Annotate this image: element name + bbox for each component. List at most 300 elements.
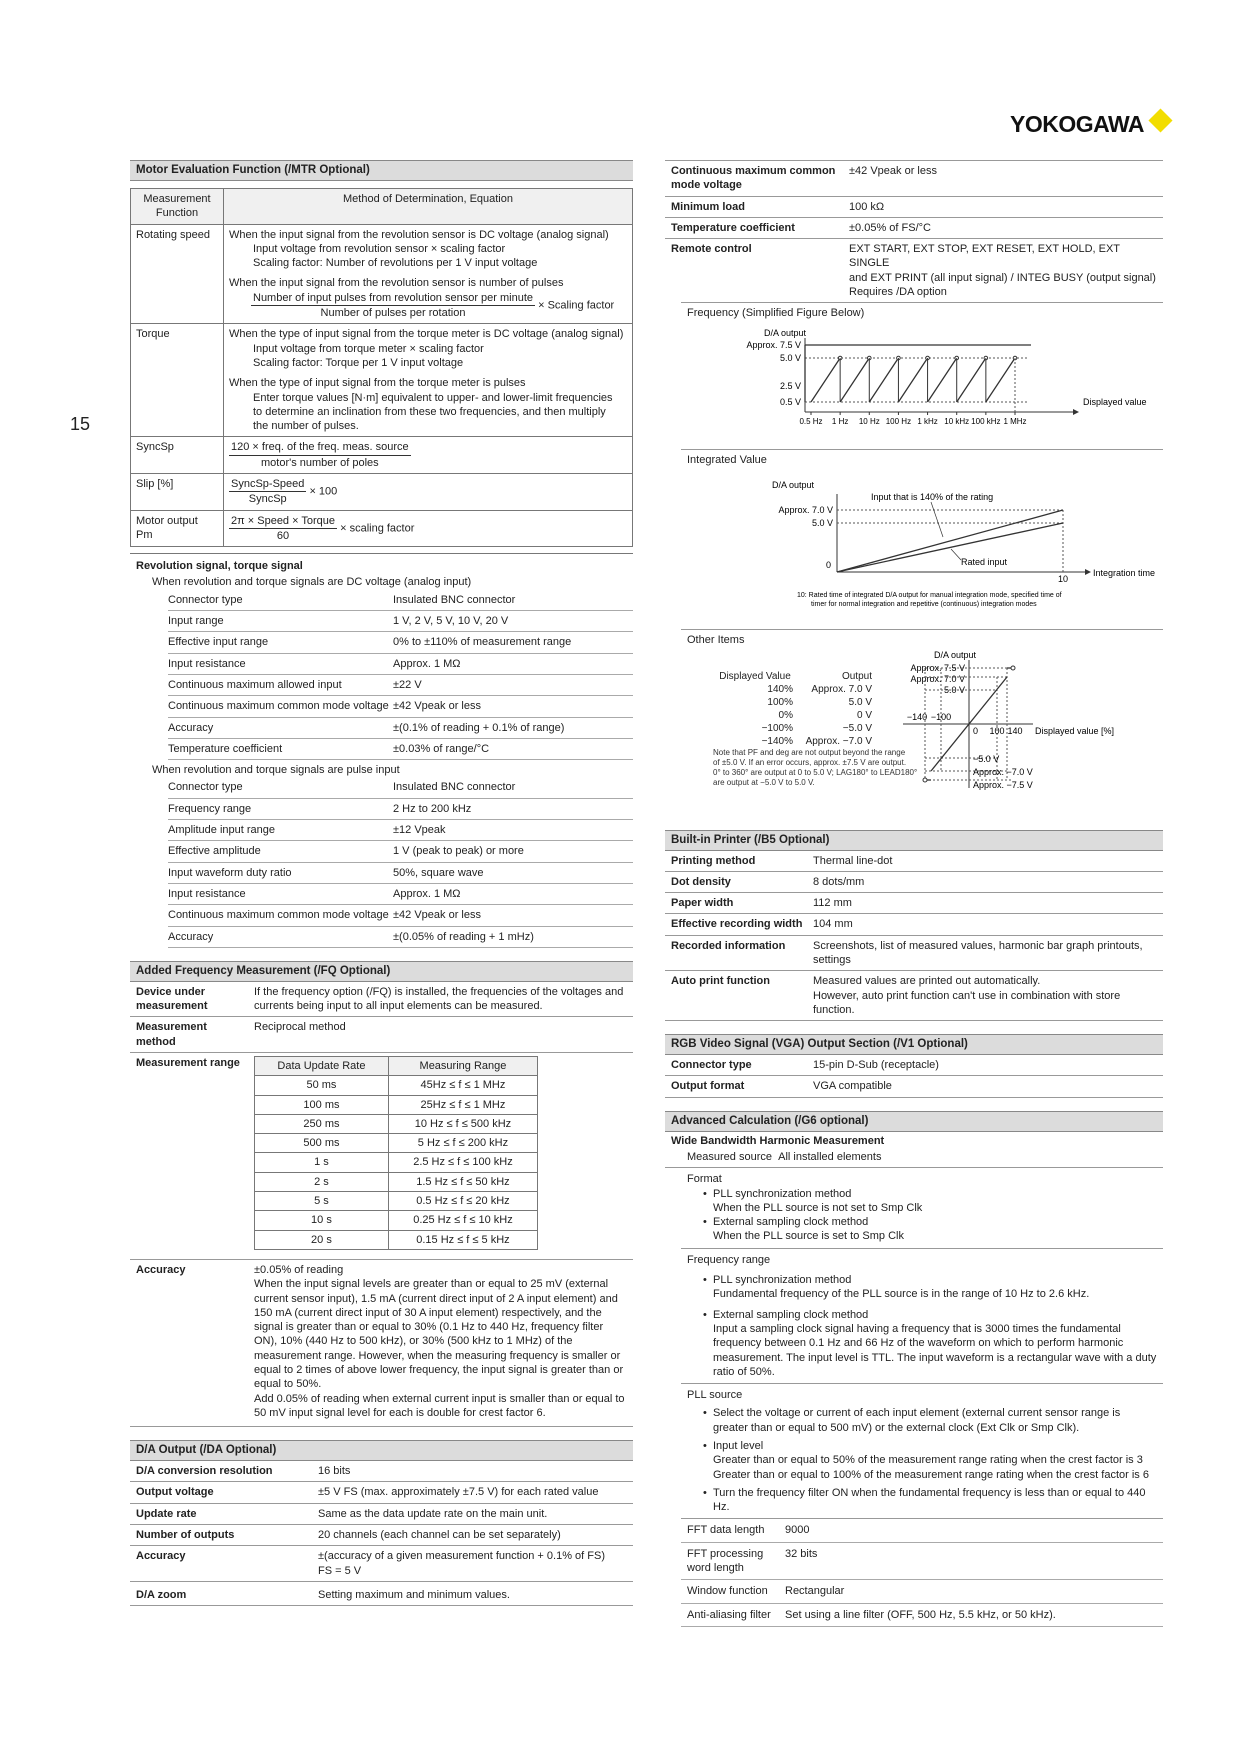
- vga-key: Output format: [671, 1080, 745, 1093]
- printer-auto-row: [665, 971, 1163, 1021]
- printer-value: Thermal line-dot: [813, 854, 893, 867]
- other-note2: of ±5.0 V. If an error occurs, approx. ±7.5 V are output.: [713, 757, 907, 767]
- other-chart: [903, 648, 1163, 808]
- other-note1: Note that PF and deg are not output beyond the range: [713, 747, 906, 757]
- r-tc-k: Temperature coefficient: [671, 221, 795, 234]
- int-note1: 10: Rated time of integrated D/A output for manual integration mode, specified time of: [797, 592, 1062, 600]
- rev-pulse-row: [168, 777, 633, 798]
- printer-auto-k: Auto print function: [671, 975, 770, 988]
- r-cm-v: ±42 Vpeak or less: [849, 165, 937, 177]
- r-ml-k: Minimum load: [671, 200, 745, 213]
- g6-win-v: Rectangular: [785, 1585, 845, 1598]
- g6-freq-range: [681, 1249, 1163, 1384]
- mtr-slip-frac: [229, 477, 306, 507]
- rev-dc-row: [168, 632, 633, 653]
- g6-ms-v: All installed elements: [778, 1150, 882, 1163]
- other-caption: Other Items: [687, 633, 745, 646]
- other-xn100: −100: [930, 711, 952, 722]
- int-x10: 10: [1057, 574, 1069, 585]
- fq-device-row: [130, 982, 633, 1018]
- da-value: 16 bits: [318, 1465, 351, 1478]
- fq-update-rate: 1 s: [255, 1153, 389, 1172]
- other-table: [717, 670, 872, 748]
- da-value: 20 channels (each channel can be set separately): [318, 1529, 561, 1541]
- da-accuracy-row: [130, 1546, 633, 1582]
- freq-ramp: [957, 358, 986, 402]
- rev-title: Revolution signal, torque signal: [136, 560, 303, 573]
- fq-range-table-row: [255, 1230, 538, 1249]
- fq-section-title: Added Frequency Measurement (/FQ Optional): [130, 961, 633, 982]
- freq-xtick-label: 1 MHz: [1003, 416, 1027, 426]
- printer-key: Recorded information: [671, 939, 786, 952]
- r-tc-row: [665, 218, 1163, 239]
- g6-section-title: Advanced Calculation (/G6 optional): [665, 1111, 1163, 1132]
- r-ml-v: 100 kΩ: [849, 200, 885, 213]
- da-row: [130, 1504, 633, 1525]
- rev-pulse-value: ±42 Vpeak or less: [393, 909, 481, 922]
- printer-row: [665, 872, 1163, 893]
- mtr-slip-den: SyncSp: [248, 493, 287, 506]
- da-key: Number of outputs: [136, 1529, 235, 1541]
- rev-dc-key: Continuous maximum common mode voltage: [168, 700, 389, 713]
- r-rc-v1: EXT START, EXT STOP, EXT RESET, EXT HOLD, EXT SINGLE: [849, 243, 1120, 270]
- g6-pll-b1: • Select the voltage or current of each input element (external current sensor range is greater than or equal to 500 mV) or the external clock (Ext Clk or Smp Clk).: [687, 1406, 1157, 1435]
- da-acc-k: Accuracy: [136, 1550, 186, 1563]
- rev-pulse-key: Accuracy: [168, 930, 214, 943]
- rev-pulse-value: ±(0.05% of reading + 1 mHz): [393, 930, 534, 943]
- other-output-value: Approx. −7.0 V: [805, 735, 872, 747]
- g6-pll-source: [681, 1384, 1163, 1519]
- freq-xtick-label: 10 kHz: [944, 416, 970, 426]
- mtr-torque-l3: Scaling factor: Torque per 1 V input voltage: [253, 356, 464, 369]
- fq-accuracy-row: [130, 1260, 633, 1427]
- fq-dev-k1: Device under: [136, 985, 206, 998]
- g6-fr-label: Frequency range: [687, 1253, 771, 1266]
- mtr-slip-name: Slip [%]: [131, 473, 224, 510]
- int-y0: 0: [825, 560, 831, 571]
- rev-dc-key: Connector type: [168, 593, 243, 606]
- fq-range-table-row: [255, 1192, 538, 1211]
- fq-measuring-range: 10 Hz ≤ f ≤ 500 kHz: [388, 1114, 537, 1133]
- r-rc-v2: and EXT PRINT (all input signal) / INTEG BUSY (output signal): [849, 271, 1156, 284]
- da-row: [130, 1461, 633, 1482]
- freq-ramp: [811, 358, 840, 402]
- da-acc-v1: ±(accuracy of a given measurement function + 0.1% of FS): [318, 1550, 605, 1563]
- mtr-mout-name2: Pm: [136, 528, 153, 541]
- g6-pll-b2s2: Greater than or equal to 100% of the measurement range rating when the crest factor is 6: [713, 1468, 1149, 1481]
- int-annrated: Rated input: [961, 557, 1008, 568]
- other-x0: 0: [973, 725, 979, 736]
- g6-detail: [681, 1168, 1163, 1627]
- int-caption: Integrated Value: [687, 453, 767, 466]
- other-table-row: [717, 683, 872, 696]
- rev-pulse-row: [168, 927, 633, 948]
- fq-range-table-row: [255, 1211, 538, 1230]
- other-displayed-value: −140%: [761, 735, 793, 747]
- other-ylabel: D/A output: [933, 649, 977, 660]
- g6-win-k: Window function: [687, 1585, 768, 1598]
- left-column: [130, 160, 633, 1606]
- int-line-rated: [837, 523, 1063, 572]
- mtr-torque-l4: When the type of input signal from the torque meter is pulses: [229, 377, 526, 390]
- rev-block: [130, 553, 633, 948]
- other-dot-top: [1011, 666, 1015, 670]
- r-ml-row: [665, 197, 1163, 218]
- vga-value: 15-pin D-Sub (receptacle): [813, 1059, 939, 1072]
- other-dot-bottom: [923, 778, 927, 782]
- mtr-syncsp-den: motor's number of poles: [260, 456, 379, 469]
- g6-fft-row: [681, 1519, 1163, 1542]
- fq-update-rate: 10 s: [255, 1211, 389, 1230]
- mtr-rot-l2: Input voltage from revolution sensor × scaling factor: [253, 242, 506, 255]
- int-figure: [681, 449, 1163, 625]
- fq-acc-k: Accuracy: [136, 1263, 186, 1276]
- g6-fft-v: 9000: [785, 1524, 810, 1537]
- freq-xtick-label: 100 kHz: [971, 416, 1001, 426]
- g6-format: [681, 1168, 1163, 1248]
- mtr-torque-l2: Input voltage from torque meter × scaling factor: [253, 342, 484, 355]
- fq-range-row: [130, 1053, 633, 1260]
- int-ann140: Input that is 140% of the rating: [871, 492, 994, 503]
- fq-update-rate: 2 s: [255, 1172, 389, 1191]
- rev-pulse-key: Effective amplitude: [168, 845, 261, 858]
- int-xarrow-icon: [1085, 569, 1091, 575]
- fq-dev-k2: measurement: [136, 1000, 208, 1013]
- freq-xlabel: Displayed value: [1083, 396, 1147, 407]
- da-row: [130, 1525, 633, 1546]
- int-line-140: [837, 510, 1063, 572]
- g6-f-b1s: When the PLL source is not set to Smp Clk: [713, 1201, 923, 1214]
- rev-pulse-value: 2 Hz to 200 kHz: [393, 802, 472, 815]
- r-cm-row: [665, 160, 1163, 197]
- mtr-syncsp-name: SyncSp: [131, 437, 224, 474]
- int-y70: Approx. 7.0 V: [778, 505, 833, 516]
- printer-key: Paper width: [671, 897, 734, 910]
- other-yn70: Approx. −7.0 V: [973, 766, 1033, 777]
- g6-f-b1: • PLL synchronization method: [687, 1187, 1157, 1201]
- printer-value: 112 mm: [813, 897, 852, 910]
- mtr-row-syncsp: [131, 437, 633, 474]
- g6-aa-row: [681, 1604, 1163, 1627]
- da-rows: [130, 1461, 633, 1546]
- freq-y05: 0.5 V: [779, 396, 801, 407]
- fq-range-k: Measurement range: [136, 1056, 240, 1069]
- fq-update-rate: 100 ms: [255, 1095, 389, 1114]
- freq-xtick-label: 0.5 Hz: [799, 416, 823, 426]
- printer-row: [665, 936, 1163, 972]
- rev-dc-value: ±(0.1% of reading + 0.1% of range): [393, 721, 565, 734]
- other-x140: 140: [1007, 725, 1023, 736]
- other-x100: 100: [989, 725, 1005, 736]
- rev-dc-head: When revolution and torque signals are DC voltage (analog input): [152, 576, 472, 589]
- other-th-disp: Displayed Value: [719, 670, 791, 682]
- fq-range-table-row: [255, 1134, 538, 1153]
- vga-value: VGA compatible: [813, 1080, 892, 1093]
- freq-caption: Frequency (Simplified Figure Below): [687, 307, 865, 320]
- other-displayed-value: 140%: [767, 683, 793, 695]
- mtr-rot-l3: Scaling factor: Number of revolutions per 1 V input voltage: [253, 257, 538, 270]
- rev-pulse-key: Input resistance: [168, 887, 246, 900]
- r-rc-row: [665, 239, 1163, 302]
- printer-auto-v1: Measured values are printed out automatically.: [813, 975, 1041, 988]
- mtr-torque-l5: Enter torque values [N·m] equivalent to upper- and lower-limit frequencies: [253, 391, 613, 404]
- rev-pulse-value: Approx. 1 MΩ: [393, 887, 461, 900]
- g6-fr-b2: • External sampling clock method: [687, 1308, 1157, 1322]
- freq-xticks: [799, 412, 1026, 426]
- mtr-rot-num: Number of input pulses from revolution sensor per minute: [251, 291, 535, 306]
- freq-ylabel: D/A output: [763, 327, 807, 338]
- printer-key: Effective recording width: [671, 918, 803, 931]
- mtr-section-title: Motor Evaluation Function (/MTR Optional): [130, 160, 633, 181]
- da-value: Same as the data update rate on the main unit.: [318, 1507, 548, 1520]
- printer-value: 8 dots/mm: [813, 875, 865, 888]
- fq-range-table: [254, 1056, 538, 1250]
- g6-pll-b3: • Turn the frequency filter ON when the fundamental frequency is less than or equal to 440 Hz.: [687, 1486, 1157, 1515]
- rev-pulse-key: Input waveform duty ratio: [168, 866, 292, 879]
- printer-key: Dot density: [671, 875, 731, 888]
- da-row: [130, 1482, 633, 1503]
- fq-method-row: [130, 1017, 633, 1053]
- int-annrated-leader: [951, 549, 961, 560]
- int-note2: timer for normal integration and repetitive (continuous) integration modes: [811, 601, 1037, 609]
- other-table-row: [717, 696, 872, 709]
- rev-pulse-value: Insulated BNC connector: [393, 781, 516, 794]
- rev-dc-value: Insulated BNC connector: [393, 593, 516, 606]
- mtr-torque-l6: to determine an inclination from these two frequencies, and then multiply: [253, 405, 606, 418]
- da-key: Update rate: [136, 1507, 197, 1520]
- fq-update-rate: 50 ms: [255, 1076, 389, 1095]
- other-xlabel: Displayed value [%]: [1035, 725, 1115, 736]
- rev-dc-row: [168, 654, 633, 675]
- g6-fftp-v: 32 bits: [785, 1547, 818, 1560]
- r-rc-v3: Requires /DA option: [849, 286, 947, 299]
- fq-dev-v: If the frequency option (/FQ) is installed, the frequencies of the voltages and currents being input to all input elements can be measured.: [254, 985, 624, 1013]
- other-y70: Approx. 7.0 V: [910, 673, 965, 684]
- rev-dc-key: Effective input range: [168, 636, 269, 649]
- int-chart: [681, 470, 1163, 620]
- rev-dc-value: ±22 V: [393, 678, 422, 691]
- printer-row: [665, 851, 1163, 872]
- mtr-syncsp-num: 120 × freq. of the freq. meas. source: [229, 440, 411, 455]
- yokogawa-logo: YOKOGAWA: [1010, 111, 1145, 137]
- mtr-mout-num: 2π × Speed × Torque: [229, 514, 337, 529]
- vga-row: [665, 1076, 1163, 1097]
- rev-dc-value: ±42 Vpeak or less: [393, 700, 481, 713]
- da-zoom-v: Setting maximum and minimum values.: [318, 1588, 510, 1601]
- rev-dc-value: 0% to ±110% of measurement range: [393, 636, 572, 649]
- g6-aa-v: Set using a line filter (OFF, 500 Hz, 5.5 kHz, or 50 kHz).: [785, 1608, 1056, 1621]
- mtr-slip-num: SyncSp-Speed: [229, 477, 306, 492]
- vga-row: [665, 1055, 1163, 1076]
- g6-fftp-k2: word length: [687, 1562, 744, 1575]
- printer-auto-v2: However, auto print function can't use in combination with store function.: [813, 989, 1121, 1016]
- mtr-mout-frac: [229, 514, 337, 544]
- rev-dc-key: Continuous maximum allowed input: [168, 678, 342, 691]
- fq-acc-v1: ±0.05% of reading: [254, 1263, 344, 1276]
- mtr-rot-den: Number of pulses per rotation: [320, 307, 466, 320]
- other-table-row: [717, 722, 872, 735]
- int-y50: 5.0 V: [811, 518, 833, 529]
- rev-pulse-value: 50%, square wave: [393, 866, 484, 879]
- g6-ms-k: Measured source: [687, 1150, 772, 1163]
- da-section-title: D/A Output (/DA Optional): [130, 1440, 633, 1461]
- printer-key: Printing method: [671, 854, 756, 867]
- fq-measuring-range: 1.5 Hz ≤ f ≤ 50 kHz: [388, 1172, 537, 1191]
- printer-value: 104 mm: [813, 918, 853, 931]
- da-acc-v2: FS = 5 V: [318, 1564, 362, 1577]
- other-displayed-value: 100%: [767, 696, 793, 708]
- rev-pulse-row: [168, 863, 633, 884]
- other-yn50: −5.0 V: [973, 753, 1000, 764]
- fq-range-table-row: [255, 1172, 538, 1191]
- freq-figure: [681, 302, 1163, 446]
- mtr-row-rotating: [131, 224, 633, 324]
- int-ylabel: D/A output: [771, 480, 815, 491]
- g6-win-row: [681, 1580, 1163, 1603]
- rev-dc-key: Input resistance: [168, 657, 246, 670]
- rev-pulse-value: 1 V (peak to peak) or more: [393, 845, 524, 858]
- freq-xtick-label: 1 Hz: [831, 416, 849, 426]
- g6-pll-b2s1: Greater than or equal to 50% of the measurement range rating when the crest factor is 3: [713, 1454, 1143, 1467]
- printer-row: [665, 914, 1163, 935]
- fq-measuring-range: 25Hz ≤ f ≤ 1 MHz: [388, 1095, 537, 1114]
- fq-update-rate: 250 ms: [255, 1114, 389, 1133]
- g6-measured-source: [665, 1150, 1163, 1168]
- vga-key: Connector type: [671, 1059, 752, 1072]
- rev-dc-value: 1 V, 2 V, 5 V, 10 V, 20 V: [393, 615, 509, 628]
- freq-sawtooth: [811, 356, 1017, 412]
- fq-acc-v2: When the input signal levels are greater than or equal to 25 mV (external current sensor input), 1.5 mA (current direct input of 2 A input element) and 150 mA (current direct input of 30 A input element) respectively, and the signal is greater than or equal to 30% (0.1 Hz to 440 Hz, frequency filter ON), 10% (440 Hz to 500 kHz), or 30% (500 kHz to 1 MHz) of the measurement range. However, when the measuring frequency is smaller or equal to 2 times of above lower frequency, the input signal is greater than or equal to 50%.: [254, 1278, 624, 1391]
- other-figure: [681, 629, 1163, 812]
- fq-measuring-range: 5 Hz ≤ f ≤ 200 kHz: [388, 1134, 537, 1153]
- rev-pulse-row: [168, 841, 633, 862]
- fq-update-rate: 500 ms: [255, 1134, 389, 1153]
- other-note: [713, 748, 923, 788]
- fq-measuring-range: 2.5 Hz ≤ f ≤ 100 kHz: [388, 1153, 537, 1172]
- freq-xtick-label: 10 Hz: [858, 416, 880, 426]
- mtr-torque-l1: When the type of input signal from the torque meter is DC voltage (analog signal): [229, 328, 624, 341]
- g6-fftp-row: [681, 1543, 1163, 1581]
- other-xn140: −140: [906, 711, 928, 722]
- fq-measuring-range: 0.25 Hz ≤ f ≤ 10 kHz: [388, 1211, 537, 1230]
- fq-measuring-range: 0.15 Hz ≤ f ≤ 5 kHz: [388, 1230, 537, 1249]
- fq-range-table-row: [255, 1076, 538, 1095]
- g6-fftp-k1: FFT processing: [687, 1547, 764, 1560]
- mtr-mout-name1: Motor output: [136, 514, 198, 527]
- fq-range-table-row: [255, 1095, 538, 1114]
- vga-section-title: RGB Video Signal (VGA) Output Section (/V1 Optional): [665, 1034, 1163, 1055]
- fq-measuring-range: 45Hz ≤ f ≤ 1 MHz: [388, 1076, 537, 1095]
- other-note3: 0° to 360° are output at 0 to 5.0 V; LAG180° to LEAD180°: [713, 767, 918, 777]
- mtr-mout-tail: × scaling factor: [340, 522, 415, 535]
- fq-update-rate: 5 s: [255, 1192, 389, 1211]
- mtr-col2-header: Method of Determination, Equation: [224, 188, 633, 224]
- int-xlabel: Integration time: [1093, 568, 1156, 579]
- freq-chart: [681, 324, 1163, 442]
- g6-pll-b2: • Input level: [687, 1439, 1157, 1453]
- fq-measuring-range: 0.5 Hz ≤ f ≤ 20 kHz: [388, 1192, 537, 1211]
- other-note4: are output at −5.0 V to 5.0 V.: [713, 777, 815, 787]
- int-ann140-leader: [931, 502, 943, 537]
- rev-dc-list: [130, 590, 633, 760]
- rev-dc-value: Approx. 1 MΩ: [393, 657, 461, 670]
- g6-fr-b1s: Fundamental frequency of the PLL source is in the range of 10 Hz to 2.6 kHz.: [713, 1288, 1090, 1301]
- rev-dc-key: Input range: [168, 615, 224, 628]
- g6-f-b2s: When the PLL source is set to Smp Clk: [713, 1230, 904, 1243]
- other-th-out: Output: [841, 670, 872, 682]
- rev-dc-row: [168, 696, 633, 717]
- mtr-rot-tail: × Scaling factor: [538, 299, 615, 312]
- freq-xtick-label: 1 kHz: [917, 416, 938, 426]
- rev-pulse-key: Amplitude input range: [168, 824, 276, 837]
- g6-fr-b1: • PLL synchronization method: [687, 1273, 1157, 1287]
- g6-format-label: Format: [687, 1173, 722, 1186]
- da-key: D/A conversion resolution: [136, 1465, 273, 1478]
- fq-range-table-row: [255, 1153, 538, 1172]
- rev-dc-value: ±0.03% of range/°C: [393, 742, 490, 755]
- rev-dc-key: Accuracy: [168, 721, 214, 734]
- mtr-rot-l4: When the input signal from the revolution sensor is number of pulses: [229, 277, 564, 290]
- mtr-slip-tail: × 100: [309, 485, 338, 498]
- other-displayed-value: −100%: [761, 722, 793, 734]
- printer-section-title: Built-in Printer (/B5 Optional): [665, 830, 1163, 851]
- freq-y50: 5.0 V: [779, 352, 801, 363]
- fq-meth-k2: method: [136, 1035, 176, 1048]
- rev-dc-row: [168, 718, 633, 739]
- rev-pulse-head: When revolution and torque signals are pulse input: [152, 764, 400, 777]
- other-output-value: Approx. 7.0 V: [811, 683, 872, 695]
- freq-xarrow-icon: [1073, 409, 1079, 415]
- mtr-row-slip: [131, 473, 633, 510]
- rev-pulse-row: [168, 799, 633, 820]
- mtr-row-motor-output: [131, 510, 633, 547]
- da-value: ±5 V FS (max. approximately ±7.5 V) for each rated value: [318, 1486, 599, 1499]
- other-y75: Approx. 7.5 V: [910, 662, 965, 673]
- mtr-col1-header: Measurement Function: [131, 188, 224, 224]
- r-rc-k: Remote control: [671, 243, 752, 256]
- other-displayed-value: 0%: [778, 709, 793, 721]
- mtr-row-torque: [131, 324, 633, 437]
- g6-f-b2: • External sampling clock method: [687, 1215, 1157, 1229]
- printer-value: Screenshots, list of measured values, harmonic bar graph printouts, settings: [813, 939, 1143, 966]
- da-zoom-k: D/A zoom: [136, 1588, 187, 1601]
- g6-aa-k: Anti-aliasing filter: [687, 1608, 771, 1621]
- mtr-torque-name: Torque: [131, 324, 224, 437]
- other-y50: 5.0 V: [943, 684, 965, 695]
- mtr-table: [130, 188, 633, 547]
- fq-update-rate: 20 s: [255, 1230, 389, 1249]
- fq-range-table-row: [255, 1114, 538, 1133]
- g6-fr-b2s: Input a sampling clock signal having a frequency that is 3000 times the fundamental frequency between 0.1 Hz and 66 Hz of the waveform on which to perform harmonic measurement. The input level is TTL. The input waveform is a rectangular wave with a duty ratio of 50%.: [713, 1322, 1157, 1378]
- mtr-rot-name: Rotating speed: [131, 224, 224, 324]
- fq-acc-v3: Add 0.05% of reading when external current input is smaller than or equal to 50 mV input signal level for each is double for crest factor 6.: [254, 1392, 625, 1419]
- mtr-rot-l1: When the input signal from the revolution sensor is DC voltage (analog signal): [229, 228, 609, 241]
- rev-dc-row: [168, 611, 633, 632]
- rev-dc-row: [168, 739, 633, 760]
- freq-y75: Approx. 7.5 V: [746, 339, 801, 350]
- rev-pulse-key: Continuous maximum common mode voltage: [168, 909, 389, 922]
- r-cm-k2: mode voltage: [671, 179, 742, 192]
- da-key: Output voltage: [136, 1486, 214, 1499]
- fq-meth-v: Reciprocal method: [254, 1021, 346, 1034]
- rev-pulse-value: ±12 Vpeak: [393, 824, 446, 837]
- da-zoom-row: [130, 1582, 633, 1606]
- g6-fft-k: FFT data length: [687, 1524, 765, 1537]
- fq-th1: Data Update Rate: [255, 1056, 389, 1075]
- other-yn75: Approx. −7.5 V: [973, 779, 1033, 790]
- freq-ramp: [928, 358, 957, 402]
- rev-dc-key: Temperature coefficient: [168, 742, 283, 755]
